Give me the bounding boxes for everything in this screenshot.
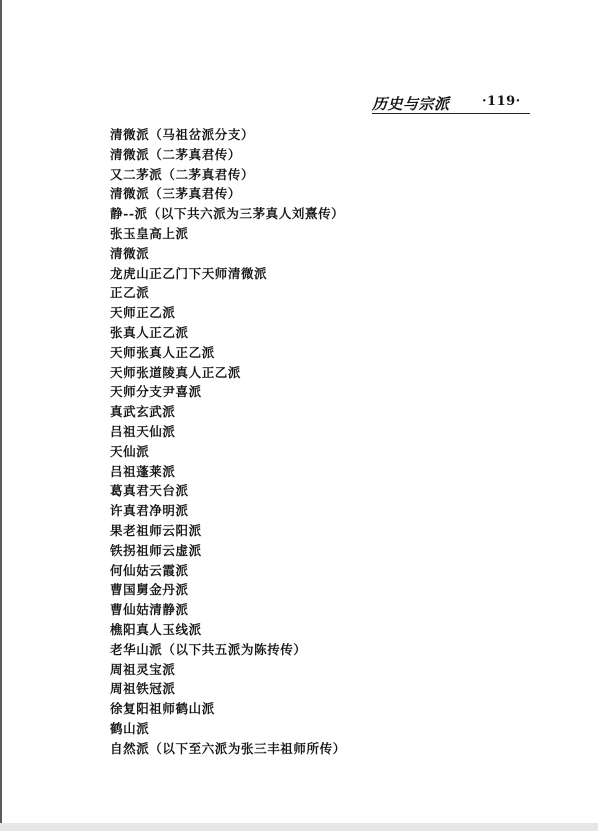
header-underline (372, 113, 530, 114)
list-item: 天仙派 (110, 443, 150, 459)
list-item: 清微派（马祖岔派分支） (110, 127, 255, 142)
list-item: 张玉皇高上派 (110, 225, 189, 241)
list-item: 静--派（以下共六派为三茅真人刘熹传） (110, 206, 345, 222)
list-item: 张真人正乙派 (110, 324, 189, 340)
list-item: 真武玄武派 (110, 404, 176, 420)
list-item: 清微派 (110, 245, 150, 261)
list-item: 葛真君天台派 (110, 483, 189, 499)
list-item: 又二茅派（二茅真君传） (110, 166, 255, 182)
header-title: 历史与宗派 (372, 95, 450, 113)
list-item: 曹国舅金丹派 (110, 582, 189, 598)
sect-list (110, 125, 346, 759)
list-item: 天师正乙派 (110, 305, 176, 321)
list-item: 天师分支尹喜派 (110, 384, 202, 400)
list-item: 老华山派（以下共五派为陈抟传） (110, 641, 307, 657)
list-item: 曹仙姑清静派 (110, 602, 189, 618)
list-item: 天师张真人正乙派 (110, 344, 215, 360)
list-item: 铁拐祖师云虚派 (110, 542, 202, 558)
list-item: 何仙姑云霞派 (110, 562, 189, 578)
list-item: 果老祖师云阳派 (110, 522, 202, 538)
list-item: 清微派（三茅真君传） (110, 186, 242, 202)
running-header (372, 93, 532, 115)
list-item: 清微派（二茅真君传） (110, 146, 242, 162)
list-item: 吕祖天仙派 (110, 423, 176, 439)
list-item: 吕祖蓬莱派 (110, 463, 176, 479)
page-number: ·119· (482, 94, 521, 109)
page-left-edge (0, 0, 2, 824)
list-item: 龙虎山正乙门下天师清微派 (110, 265, 268, 281)
list-item: 许真君净明派 (110, 503, 189, 519)
list-item: 周祖铁冠派 (110, 681, 176, 697)
list-item: 天师张道陵真人正乙派 (110, 364, 242, 380)
page-bottom-edge (0, 823, 598, 831)
list-item: 周祖灵宝派 (110, 661, 176, 677)
list-item: 樵阳真人玉线派 (110, 621, 202, 637)
list-item: 徐复阳祖师鹤山派 (110, 701, 215, 717)
list-item: 鹤山派 (110, 720, 150, 736)
list-item: 自然派（以下至六派为张三丰祖师所传） (110, 740, 346, 756)
list-item: 正乙派 (110, 285, 150, 301)
